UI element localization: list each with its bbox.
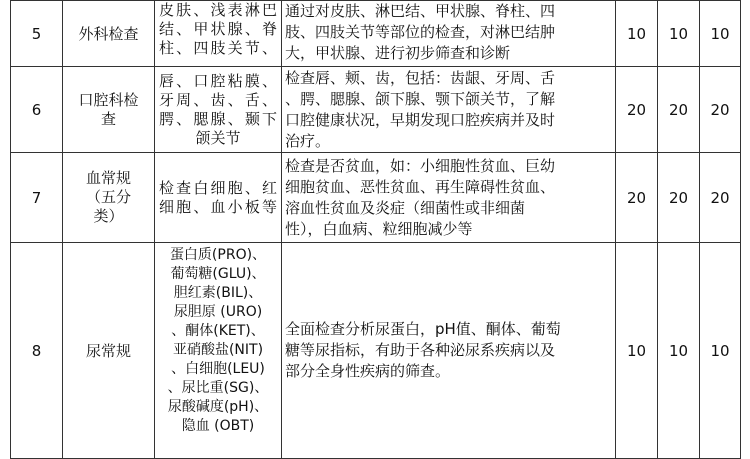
- price-cell: 20: [616, 67, 658, 153]
- exam-items: 蛋白质(PRO)、 葡萄糖(GLU)、 胆红素(BIL)、 尿胆原 (URO) 、酮体(KET)、 亚硝酸盐(NIT) 、白细胞(LEU) 、尿比重(SG)、 尿酸碱度(pH)、 隐血 (OBT): [155, 243, 282, 459]
- exam-items-table: [10, 0, 741, 459]
- exam-name: 尿常规: [63, 243, 155, 459]
- exam-items: 皮肤、浅表淋巴 结、甲状腺、脊 柱、四肢关节、: [155, 1, 282, 67]
- table-row: [11, 243, 741, 459]
- table-row: [11, 67, 741, 153]
- exam-description: 检查是否贫血，如：小细胞性贫血、巨幼 细胞贫血、恶性贫血、再生障碍性贫血、 溶血性贫血及炎症（细菌性或非细菌 性），白血病、粒细胞减少等: [282, 153, 616, 243]
- exam-name: 口腔科检 查: [63, 67, 155, 153]
- price-cell: 20: [700, 153, 741, 243]
- row-number: 6: [11, 67, 63, 153]
- price-cell: 10: [700, 1, 741, 67]
- price-cell: 20: [700, 67, 741, 153]
- price-cell: 10: [658, 243, 700, 459]
- price-cell: 20: [658, 67, 700, 153]
- exam-name: 血常规 （五分 类）: [63, 153, 155, 243]
- price-cell: 10: [658, 1, 700, 67]
- table-row: [11, 153, 741, 243]
- price-cell: 20: [658, 153, 700, 243]
- price-cell: 10: [616, 243, 658, 459]
- exam-description: 通过对皮肤、淋巴结、甲状腺、脊柱、四 肢、四肢关节等部位的检查，对淋巴结肿 大，甲状腺、进行初步筛查和诊断: [282, 1, 616, 67]
- table-row: [11, 1, 741, 67]
- price-cell: 10: [616, 1, 658, 67]
- row-number: 7: [11, 153, 63, 243]
- row-number: 5: [11, 1, 63, 67]
- price-cell: 10: [700, 243, 741, 459]
- exam-description: 全面检查分析尿蛋白，pH值、酮体、葡萄 糖等尿指标，有助于各种泌尿系疾病以及 部分全身性疾病的筛查。: [282, 243, 616, 459]
- row-number: 8: [11, 243, 63, 459]
- exam-name: 外科检查: [63, 1, 155, 67]
- price-cell: 20: [616, 153, 658, 243]
- exam-description: 检查唇、颊、齿，包括：齿龈、牙周、舌 、腭、腮腺、颌下腺、颚下颌关节，了解 口腔健康状况，早期发现口腔疾病并及时 治疗。: [282, 67, 616, 153]
- exam-items: 检查白细胞、红 细胞、血小板等: [155, 153, 282, 243]
- exam-items: 唇、口腔粘膜、 牙周、齿、舌、 腭、腮腺、颞下 颌关节: [155, 67, 282, 153]
